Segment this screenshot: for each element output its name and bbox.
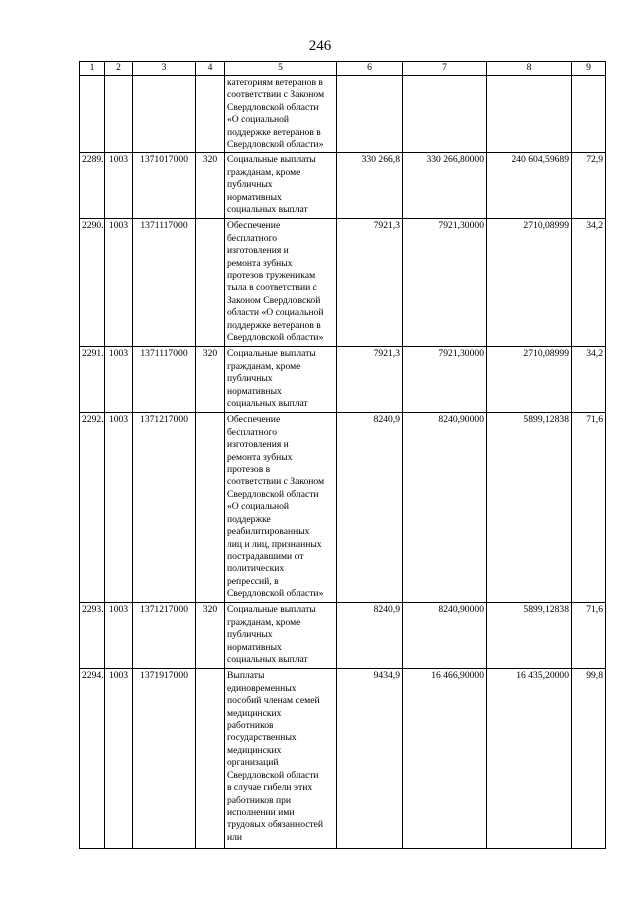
budget-amount bbox=[403, 76, 487, 153]
column-header-7: 7 bbox=[403, 62, 487, 76]
description-line: соответствии с Законом bbox=[227, 89, 325, 101]
table-row bbox=[80, 669, 606, 849]
executed-amount: 2710,08999 bbox=[487, 347, 572, 413]
description-line: категориям ветеранов в bbox=[227, 77, 323, 88]
table-row bbox=[80, 153, 606, 219]
executed-amount: 5899,12838 bbox=[487, 603, 572, 669]
approved-amount bbox=[337, 76, 403, 153]
section-code: 1003 bbox=[105, 603, 133, 669]
description-line: репрессий, в bbox=[227, 575, 279, 587]
description-line: ремонта зубных bbox=[227, 257, 293, 269]
target-code: 1371117000 bbox=[133, 219, 196, 347]
description-line: Свердловской области» bbox=[227, 332, 324, 344]
target-code bbox=[133, 76, 196, 153]
description-line: соответствии с Законом bbox=[227, 476, 325, 488]
execution-percent: 71,6 bbox=[572, 603, 606, 669]
execution-percent: 34,2 bbox=[572, 219, 606, 347]
description-line: Свердловской области» bbox=[227, 588, 324, 600]
description-line: организаций bbox=[227, 757, 279, 769]
section-code: 1003 bbox=[105, 153, 133, 219]
description-line: протезов в bbox=[227, 464, 271, 476]
table-body bbox=[80, 76, 606, 849]
row-number: 2291. bbox=[80, 347, 105, 413]
row-number: 2294. bbox=[80, 669, 105, 849]
execution-percent: 99,8 bbox=[572, 669, 606, 849]
description-line: «О социальной bbox=[227, 114, 290, 126]
description-line: «О социальной bbox=[227, 501, 290, 513]
executed-amount: 2710,08999 bbox=[487, 219, 572, 347]
budget-amount: 8240,90000 bbox=[403, 413, 487, 603]
expense-type-code bbox=[196, 219, 225, 347]
expense-type-code: 320 bbox=[196, 603, 225, 669]
section-code: 1003 bbox=[105, 347, 133, 413]
executed-amount: 16 435,20000 bbox=[487, 669, 572, 849]
item-description bbox=[225, 219, 337, 347]
description-line: гражданам, кроме bbox=[227, 166, 301, 178]
item-description bbox=[225, 669, 337, 849]
column-header-6: 6 bbox=[337, 62, 403, 76]
description-line: работников bbox=[227, 720, 274, 732]
description-line: бесплатного bbox=[227, 426, 278, 438]
expense-type-code: 320 bbox=[196, 153, 225, 219]
description-line: поддержке ветеранов в bbox=[227, 126, 321, 138]
budget-amount: 16 466,90000 bbox=[403, 669, 487, 849]
description-line: гражданам, кроме bbox=[227, 360, 301, 372]
section-code: 1003 bbox=[105, 219, 133, 347]
description-line: публичных bbox=[227, 629, 273, 641]
item-description bbox=[225, 603, 337, 669]
description-line: ремонта зубных bbox=[227, 451, 293, 463]
description-line: социальных выплат bbox=[227, 204, 308, 216]
column-header-2: 2 bbox=[105, 62, 133, 76]
description-line: работников при bbox=[227, 794, 292, 806]
executed-amount bbox=[487, 76, 572, 153]
section-code: 1003 bbox=[105, 413, 133, 603]
approved-amount: 7921,3 bbox=[337, 347, 403, 413]
description-line: или bbox=[227, 831, 243, 843]
description-line: публичных bbox=[227, 373, 273, 385]
description-line: государственных bbox=[227, 732, 297, 744]
target-code: 1371217000 bbox=[133, 413, 196, 603]
description-line: лиц и лиц, признанных bbox=[227, 538, 322, 550]
approved-amount: 7921,3 bbox=[337, 219, 403, 347]
description-line: Выплаты bbox=[227, 670, 265, 682]
budget-table bbox=[79, 61, 606, 849]
executed-amount: 240 604,59689 bbox=[487, 153, 572, 219]
approved-amount: 9434,9 bbox=[337, 669, 403, 849]
row-number: 2293. bbox=[80, 603, 105, 669]
description-line: исполнении ими bbox=[227, 806, 295, 818]
item-description bbox=[225, 153, 337, 219]
column-header-3: 3 bbox=[133, 62, 196, 76]
row-number bbox=[80, 76, 105, 153]
description-line: пособий членам семей bbox=[227, 695, 320, 707]
budget-amount: 7921,30000 bbox=[403, 347, 487, 413]
description-line: публичных bbox=[227, 179, 273, 191]
description-line: области «О социальной bbox=[227, 307, 324, 319]
column-header-8: 8 bbox=[487, 62, 572, 76]
description-line: трудовых обязанностей bbox=[227, 819, 324, 831]
description-line: Свердловской области» bbox=[227, 139, 324, 151]
budget-amount: 7921,30000 bbox=[403, 219, 487, 347]
description-line: протезов труженикам bbox=[227, 270, 316, 282]
target-code: 1371017000 bbox=[133, 153, 196, 219]
item-description bbox=[225, 347, 337, 413]
description-line: Законом Свердловской bbox=[227, 294, 321, 306]
description-line: социальных выплат bbox=[227, 654, 308, 666]
execution-percent: 34,2 bbox=[572, 347, 606, 413]
description-line: Социальные выплаты bbox=[227, 604, 316, 616]
section-code: 1003 bbox=[105, 669, 133, 849]
row-number: 2289. bbox=[80, 153, 105, 219]
description-line: изготовления и bbox=[227, 245, 289, 257]
column-header-4: 4 bbox=[196, 62, 225, 76]
execution-percent bbox=[572, 76, 606, 153]
budget-amount: 330 266,80000 bbox=[403, 153, 487, 219]
item-description bbox=[225, 76, 337, 153]
description-line: Обеспечение bbox=[227, 414, 281, 426]
expense-type-code bbox=[196, 413, 225, 603]
description-line: Социальные выплаты bbox=[227, 348, 316, 360]
description-line: медицинских bbox=[227, 707, 282, 719]
section-code bbox=[105, 76, 133, 153]
table-row bbox=[80, 76, 606, 153]
description-line: политических bbox=[227, 563, 285, 575]
description-line: нормативных bbox=[227, 385, 282, 397]
table-row bbox=[80, 603, 606, 669]
description-line: социальных выплат bbox=[227, 398, 308, 410]
column-header-1: 1 bbox=[80, 62, 105, 76]
table-row bbox=[80, 347, 606, 413]
description-line: пострадавшими от bbox=[227, 550, 304, 562]
execution-percent: 72,9 bbox=[572, 153, 606, 219]
approved-amount: 330 266,8 bbox=[337, 153, 403, 219]
table-row bbox=[80, 413, 606, 603]
description-line: Свердловской области bbox=[227, 101, 319, 113]
target-code: 1371117000 bbox=[133, 347, 196, 413]
description-line: единовременных bbox=[227, 682, 297, 694]
description-line: Свердловской области bbox=[227, 488, 319, 500]
description-line: бесплатного bbox=[227, 232, 278, 244]
approved-amount: 8240,9 bbox=[337, 603, 403, 669]
expense-type-code bbox=[196, 76, 225, 153]
description-line: нормативных bbox=[227, 641, 282, 653]
expense-type-code: 320 bbox=[196, 347, 225, 413]
budget-amount: 8240,90000 bbox=[403, 603, 487, 669]
description-line: поддержке ветеранов в bbox=[227, 319, 321, 331]
page-number: 246 bbox=[308, 38, 332, 54]
description-line: в случае гибели этих bbox=[227, 782, 313, 794]
description-line: медицинских bbox=[227, 744, 282, 756]
executed-amount: 5899,12838 bbox=[487, 413, 572, 603]
description-line: реабилитированных bbox=[227, 526, 310, 538]
description-line: поддержке bbox=[227, 513, 271, 525]
description-line: нормативных bbox=[227, 191, 282, 203]
item-description bbox=[225, 413, 337, 603]
description-line: Обеспечение bbox=[227, 220, 281, 232]
description-line: тыла в соответствии с bbox=[227, 282, 317, 294]
description-line: Социальные выплаты bbox=[227, 154, 316, 166]
row-number: 2292. bbox=[80, 413, 105, 603]
row-number: 2290. bbox=[80, 219, 105, 347]
target-code: 1371917000 bbox=[133, 669, 196, 849]
approved-amount: 8240,9 bbox=[337, 413, 403, 603]
execution-percent: 71,6 bbox=[572, 413, 606, 603]
description-line: изготовления и bbox=[227, 439, 289, 451]
header-row bbox=[80, 62, 606, 76]
target-code: 1371217000 bbox=[133, 603, 196, 669]
description-line: гражданам, кроме bbox=[227, 616, 301, 628]
expense-type-code bbox=[196, 669, 225, 849]
table-row bbox=[80, 219, 606, 347]
column-header-5: 5 bbox=[225, 62, 337, 76]
column-header-9: 9 bbox=[572, 62, 606, 76]
description-line: Свердловской области bbox=[227, 769, 319, 781]
